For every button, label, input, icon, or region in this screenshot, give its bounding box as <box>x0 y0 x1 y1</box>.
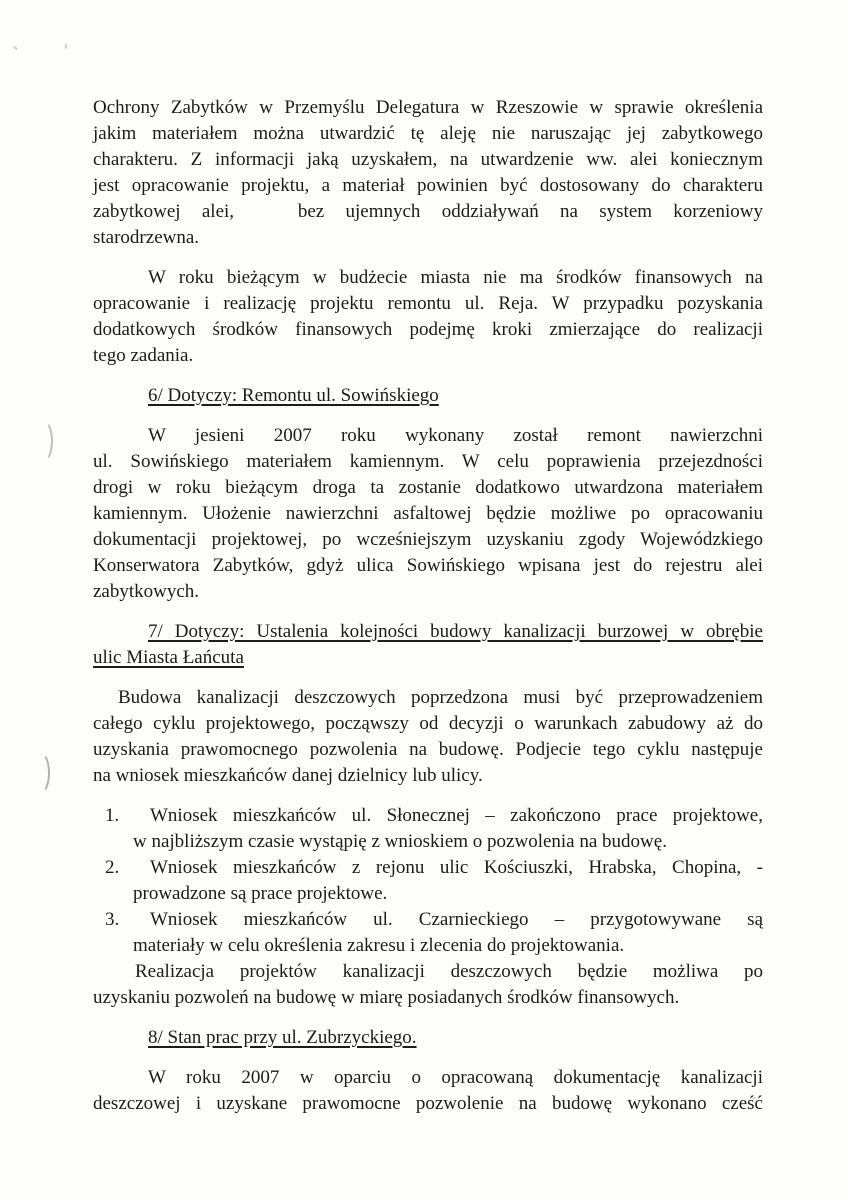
text-line: W roku 2007 w oparciu o opracowaną dokumentację kanalizacji <box>148 1067 763 1088</box>
list-item-number: 1. <box>105 805 120 826</box>
margin-pen-mark <box>31 752 50 794</box>
text-line: charakteru. Z informacji jaką uzyskałem, na utwardzenie ww. alei koniecznym <box>93 149 763 170</box>
text-line: 8/ Stan prac przy ul. Zubrzyckiego. <box>148 1027 417 1048</box>
text-line: 2. Wniosek mieszkańców z rejonu ulic Kościuszki, Hrabska, Chopina, - <box>93 855 763 881</box>
numbered-list <box>93 803 763 959</box>
text-line: starodrzewna. <box>93 227 200 248</box>
text-line: ul. Sowińskiego materiałem kamiennym. W celu poprawienia przejezdności <box>93 451 763 472</box>
text-line: w najbliższym czasie wystąpię z wnioskiem o pozwolenia na budowę. <box>133 831 667 852</box>
text-line: dokumentacji projektowej, po wcześniejszym uzyskaniu zgody Wojewódzkiego <box>93 529 763 550</box>
list-item-number: 3. <box>105 909 120 930</box>
paragraph <box>93 685 763 789</box>
section-heading <box>93 383 763 409</box>
text-line: tego zadania. <box>93 345 194 366</box>
text-line: Ochrony Zabytków w Przemyślu Delegatura w Rzeszowie w sprawie określenia <box>93 97 763 118</box>
text-line: Budowa kanalizacji deszczowych poprzedzona musi być przeprowadzeniem <box>118 687 763 708</box>
text-line: ulic Miasta Łańcuta <box>93 647 244 668</box>
section-heading <box>93 1025 763 1051</box>
text-line: 6/ Dotyczy: Remontu ul. Sowińskiego <box>148 385 439 406</box>
section-heading <box>93 619 763 671</box>
text-line: dodatkowych środków finansowych podejmę kroki zmierzające do realizacji <box>93 319 763 340</box>
text-line: Konserwatora Zabytków, gdyż ulica Sowińskiego wpisana jest do rejestru alei <box>93 555 763 576</box>
text-line: kamiennym. Ułożenie nawierzchni asfaltowej będzie możliwe po opracowaniu <box>93 503 763 524</box>
text-line: 1. Wniosek mieszkańców ul. Słonecznej – zakończono prace projektowe, <box>93 803 763 829</box>
scan-speck <box>13 46 18 51</box>
text-line: na wniosek mieszkańców danej dzielnicy lub ulicy. <box>93 765 483 786</box>
paragraph <box>93 265 763 369</box>
paragraph <box>93 1065 763 1117</box>
list-item <box>93 803 763 855</box>
paragraph <box>93 959 763 1011</box>
list-item-number: 2. <box>105 857 120 878</box>
text-line: jakim materiałem można utwardzić tę aleję nie naruszając jej zabytkowego <box>93 123 763 144</box>
paragraph <box>93 95 763 251</box>
text-line: drogi w roku bieżącym droga ta zostanie dodatkowo utwardzona materiałem <box>93 477 763 498</box>
paragraph <box>93 423 763 605</box>
text-line: deszczowej i uzyskane prawomocne pozwolenie na budowę wykonano cześć <box>93 1093 763 1114</box>
text-line: materiały w celu określenia zakresu i zlecenia do projektowania. <box>133 935 625 956</box>
text-line: całego cyklu projektowego, począwszy od decyzji o warunkach zabudowy aż do <box>93 713 763 734</box>
text-line: prowadzone są prace projektowe. <box>133 883 388 904</box>
text-line: 7/ Dotyczy: Ustalenia kolejności budowy kanalizacji burzowej w obrębie <box>148 621 763 642</box>
scan-speck <box>65 44 68 49</box>
text-line: zabytkowej alei, bez ujemnych oddziaływań na system korzeniowy <box>93 201 763 222</box>
document-text <box>93 95 763 1117</box>
text-line: jest opracowanie projektu, a materiał powinien być dostosowany do charakteru <box>93 175 763 196</box>
list-item <box>93 855 763 907</box>
text-line: zabytkowych. <box>93 581 200 602</box>
text-line: opracowanie i realizację projektu remontu ul. Reja. W przypadku pozyskania <box>93 293 763 314</box>
margin-pen-mark <box>34 420 53 462</box>
text-line: uzyskania prawomocnego pozwolenia na budowę. Podjecie tego cyklu następuje <box>93 739 763 760</box>
list-item <box>93 907 763 959</box>
text-line: Realizacja projektów kanalizacji deszczowych będzie możliwa po <box>135 961 763 982</box>
text-line: 3. Wniosek mieszkańców ul. Czarnieckiego – przygotowywane są <box>93 907 763 933</box>
text-line: W jesieni 2007 roku wykonany został remont nawierzchni <box>148 425 763 446</box>
text-line: W roku bieżącym w budżecie miasta nie ma środków finansowych na <box>148 267 763 288</box>
text-line: uzyskaniu pozwoleń na budowę w miarę posiadanych środków finansowych. <box>93 987 680 1008</box>
